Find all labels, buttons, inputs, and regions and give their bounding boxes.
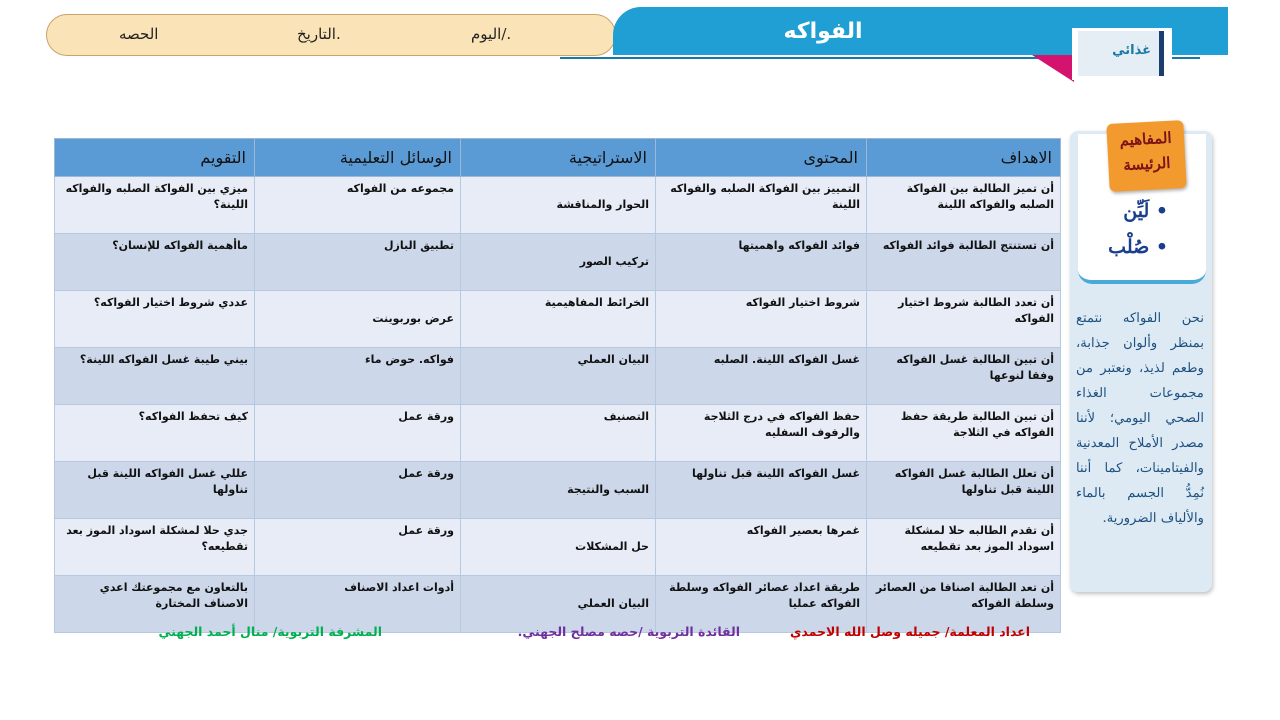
- sidebar-description: نحن الفواكه نتمتع بمنظر وألوان جذابة، وطعم لذيذ، ونعتبر من مجموعات الغذاء الصحي اليومي؛ لأننا مصدر الأملاح المعدنية والفيتامينات، كما أننا نُمِدُّ الجسم بالماء والألياف الضرورية.: [1076, 311, 1204, 526]
- concepts-title-line1: المفاهيم: [1119, 128, 1173, 150]
- lesson-plan-table: [54, 138, 1061, 633]
- header-evaluation: التقويم: [55, 139, 255, 177]
- cell-objective: أن تعد الطالبة اصنافا من العصائر وسلطة الفواكه: [867, 576, 1061, 633]
- cell-aids: فواكه. حوض ماء: [255, 348, 461, 405]
- table-row: [55, 348, 1061, 405]
- day-label: اليوم/.: [471, 25, 512, 43]
- table-row: [55, 405, 1061, 462]
- cell-aids: عرض بوربوينت: [255, 291, 461, 348]
- date-label: التاريخ.: [297, 25, 341, 43]
- cell-evaluation: بيني طيبة غسل الفواكه اللينة؟: [55, 348, 255, 405]
- concept-soft: • لَيِّن: [1123, 200, 1168, 222]
- cell-evaluation: عللي غسل الفواكه اللينة قبل تناولها: [55, 462, 255, 519]
- cell-content: غسل الفواكه اللينة قبل تناولها: [656, 462, 867, 519]
- cell-evaluation: عددي شروط اختيار الفواكه؟: [55, 291, 255, 348]
- concepts-title-line2: الرئيسة: [1122, 153, 1171, 175]
- header-objectives: الاهداف: [867, 139, 1061, 177]
- table-row: [55, 519, 1061, 576]
- cell-evaluation: جدي حلا لمشكلة اسوداد الموز بعد تقطيعه؟: [55, 519, 255, 576]
- unit-tab-label: غذائي: [1112, 43, 1151, 58]
- cell-strategy: البيان العملي: [461, 348, 656, 405]
- cell-strategy: الحوار والمناقشة: [461, 177, 656, 234]
- table-row: [55, 462, 1061, 519]
- header-content: المحتوى: [656, 139, 867, 177]
- cell-evaluation: بالتعاون مع مجموعتك اعدي الاصناف المختارة: [55, 576, 255, 633]
- concept-hard: • صُلْب: [1108, 236, 1168, 258]
- cell-strategy: الخرائط المفاهيمية: [461, 291, 656, 348]
- cell-aids: تطبيق البازل: [255, 234, 461, 291]
- cell-objective: أن تعدد الطالبة شروط اختيار الفواكه: [867, 291, 1061, 348]
- cell-aids: ورقة عمل: [255, 405, 461, 462]
- cell-content: غمرها بعصير الفواكه: [656, 519, 867, 576]
- cell-content: حفظ الفواكه في درج الثلاجة والرفوف السفليه: [656, 405, 867, 462]
- table-row: [55, 234, 1061, 291]
- supervisor-credit: المشرفة التربوية/ منال أحمد الجهني: [158, 624, 382, 639]
- date-info-pill: [46, 14, 616, 56]
- cell-strategy: حل المشكلات: [461, 519, 656, 576]
- cell-strategy: التصنيف: [461, 405, 656, 462]
- cell-objective: أن تعلل الطالبة غسل الفواكه اللينة قبل تناولها: [867, 462, 1061, 519]
- cell-aids: ورقة عمل: [255, 462, 461, 519]
- cell-objective: أن تقدم الطالبه حلا لمشكلة اسوداد الموز بعد تقطيعه: [867, 519, 1061, 576]
- cell-aids: مجموعه من الفواكه: [255, 177, 461, 234]
- concepts-tag: [1106, 120, 1186, 192]
- cell-evaluation: ماأهمية الفواكه للإنسان؟: [55, 234, 255, 291]
- unit-tab: [1078, 31, 1164, 76]
- page-title: الفواكه: [783, 19, 863, 44]
- pink-accent-triangle: [1032, 55, 1074, 82]
- cell-aids: ورقة عمل: [255, 519, 461, 576]
- cell-objective: أن تبين الطالبة غسل الفواكه وفقا لنوعها: [867, 348, 1061, 405]
- cell-strategy: البيان العملي: [461, 576, 656, 633]
- header-teaching-aids: الوسائل التعليمية: [255, 139, 461, 177]
- cell-strategy: تركيب الصور: [461, 234, 656, 291]
- cell-objective: أن تستنتج الطالبة فوائد الفواكه: [867, 234, 1061, 291]
- table-row: [55, 291, 1061, 348]
- cell-content: غسل الفواكه اللينة. الصلبه: [656, 348, 867, 405]
- table-header-row: [55, 139, 1061, 177]
- cell-evaluation: ميزي بين الفواكة الصلبه والفواكه اللينة؟: [55, 177, 255, 234]
- header-strategy: الاستراتيجية: [461, 139, 656, 177]
- cell-content: طريقة اعداد عصائر الفواكه وسلطة الفواكه عمليا: [656, 576, 867, 633]
- cell-objective: أن تبين الطالبة طريقة حفظ الفواكه في الثلاجة: [867, 405, 1061, 462]
- cell-evaluation: كيف تحفظ الفواكه؟: [55, 405, 255, 462]
- cell-aids: أدوات اعداد الاصناف: [255, 576, 461, 633]
- cell-content: فوائد الفواكه واهميتها: [656, 234, 867, 291]
- cell-objective: أن تميز الطالبة بين الفواكة الصلبه والفواكه اللينة: [867, 177, 1061, 234]
- leader-credit: القائدة التربوية /حصه مصلح الجهني.: [517, 624, 740, 639]
- table-row: [55, 177, 1061, 234]
- period-label: الحصه: [119, 25, 159, 43]
- teacher-credit: اعداد المعلمة/ جميله وصل الله الاحمدي: [789, 624, 1030, 639]
- cell-content: شروط اختيار الفواكه: [656, 291, 867, 348]
- cell-content: التمييز بين الفواكة الصلبه والفواكه اللينة: [656, 177, 867, 234]
- cell-strategy: السبب والنتيجة: [461, 462, 656, 519]
